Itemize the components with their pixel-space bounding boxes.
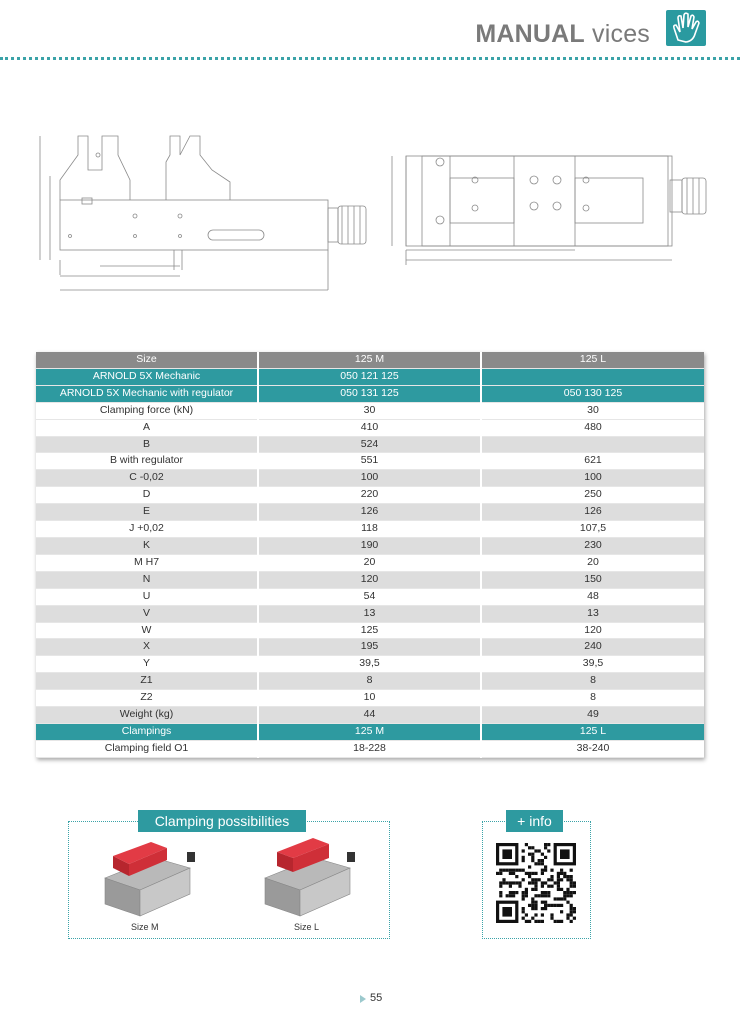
value-125l-cell: 39,5 (481, 656, 704, 673)
value-125l-cell (481, 436, 704, 453)
value-125m-cell: 118 (258, 521, 481, 538)
value-125m-cell: 100 (258, 470, 481, 487)
info-title: + info (506, 810, 563, 832)
size-l-label: Size L (294, 922, 320, 932)
row-label-cell: M H7 (36, 554, 258, 571)
value-125m-cell: 10 (258, 690, 481, 707)
value-125l-cell: 8 (481, 690, 704, 707)
value-125m-cell: 125 (258, 622, 481, 639)
value-125l-cell: 13 (481, 605, 704, 622)
technical-drawing (30, 100, 710, 300)
page-title (475, 20, 650, 49)
row-label-cell: B with regulator (36, 453, 258, 470)
table-row (36, 487, 704, 504)
table-row (36, 690, 704, 707)
table-row (36, 504, 704, 521)
table-row (36, 707, 704, 724)
value-125m-cell: 30 (258, 402, 481, 419)
value-125l-cell: 120 (481, 622, 704, 639)
value-125l-cell: 125 L (481, 723, 704, 740)
table-row (36, 740, 704, 757)
value-125m-cell: 18-228 (258, 740, 481, 757)
value-125l-cell: 100 (481, 470, 704, 487)
row-label-cell: N (36, 571, 258, 588)
value-125m-cell: 13 (258, 605, 481, 622)
row-label-cell: ARNOLD 5X Mechanic (36, 368, 258, 385)
header-divider (0, 57, 740, 60)
row-label-cell: B (36, 436, 258, 453)
value-125m-cell: 220 (258, 487, 481, 504)
value-125l-cell: 38-240 (481, 740, 704, 757)
row-label-cell: Clampings (36, 723, 258, 740)
value-125m-cell: 8 (258, 673, 481, 690)
table-row (36, 368, 704, 385)
value-125l-cell: 107,5 (481, 521, 704, 538)
row-label-cell: Y (36, 656, 258, 673)
row-label-cell: E (36, 504, 258, 521)
value-125m-cell: 44 (258, 707, 481, 724)
table-row (36, 639, 704, 656)
table-row (36, 571, 704, 588)
row-label-cell: U (36, 588, 258, 605)
row-label-cell: Z2 (36, 690, 258, 707)
table-header-row (36, 352, 704, 368)
row-label-cell: D (36, 487, 258, 504)
row-label-cell: ARNOLD 5X Mechanic with regulator (36, 385, 258, 402)
header-cell-125l: 125 L (481, 352, 704, 368)
value-125m-cell: 54 (258, 588, 481, 605)
value-125m-cell: 551 (258, 453, 481, 470)
value-125m-cell: 120 (258, 571, 481, 588)
table-row (36, 554, 704, 571)
size-m-label: Size M (131, 922, 159, 932)
value-125l-cell: 621 (481, 453, 704, 470)
page-number: 55 (370, 992, 383, 1004)
value-125l-cell: 150 (481, 571, 704, 588)
value-125m-cell: 125 M (258, 723, 481, 740)
row-label-cell: K (36, 537, 258, 554)
table-row (36, 419, 704, 436)
vise-size-l-image (255, 838, 375, 923)
row-label-cell: Weight (kg) (36, 707, 258, 724)
vise-size-m-image (95, 838, 215, 923)
value-125m-cell: 195 (258, 639, 481, 656)
value-125l-cell: 480 (481, 419, 704, 436)
row-label-cell: Clamping force (kN) (36, 402, 258, 419)
row-label-cell: W (36, 622, 258, 639)
title-light: vices (584, 20, 650, 48)
specifications-table (36, 352, 704, 758)
value-125l-cell: 49 (481, 707, 704, 724)
table-row (36, 656, 704, 673)
table-row (36, 453, 704, 470)
row-label-cell: Z1 (36, 673, 258, 690)
hand-icon (666, 10, 706, 46)
row-label-cell: V (36, 605, 258, 622)
table-row (36, 402, 704, 419)
table-row (36, 622, 704, 639)
clamping-possibilities-title: Clamping possibilities (138, 810, 306, 832)
row-label-cell: J +0,02 (36, 521, 258, 538)
page-arrow-icon (360, 995, 366, 1003)
value-125m-cell: 190 (258, 537, 481, 554)
table-row (36, 436, 704, 453)
row-label-cell: Clamping field O1 (36, 740, 258, 757)
value-125l-cell: 230 (481, 537, 704, 554)
table-row (36, 385, 704, 402)
value-125m-cell: 39,5 (258, 656, 481, 673)
value-125l-cell: 126 (481, 504, 704, 521)
value-125l-cell: 48 (481, 588, 704, 605)
value-125l-cell: 250 (481, 487, 704, 504)
value-125m-cell: 050 121 125 (258, 368, 481, 385)
table-row (36, 723, 704, 740)
row-label-cell: A (36, 419, 258, 436)
value-125l-cell (481, 368, 704, 385)
value-125m-cell: 20 (258, 554, 481, 571)
qr-code[interactable] (496, 843, 576, 923)
table-row (36, 537, 704, 554)
value-125l-cell: 30 (481, 402, 704, 419)
value-125l-cell: 050 130 125 (481, 385, 704, 402)
value-125l-cell: 20 (481, 554, 704, 571)
value-125m-cell: 126 (258, 504, 481, 521)
title-bold: MANUAL (475, 20, 585, 48)
value-125m-cell: 524 (258, 436, 481, 453)
table-row (36, 470, 704, 487)
row-label-cell: X (36, 639, 258, 656)
table-row (36, 673, 704, 690)
value-125l-cell: 240 (481, 639, 704, 656)
table-row (36, 588, 704, 605)
header-cell-125m: 125 M (258, 352, 481, 368)
header-cell-size: Size (36, 352, 258, 368)
value-125m-cell: 410 (258, 419, 481, 436)
value-125m-cell: 050 131 125 (258, 385, 481, 402)
table-row (36, 605, 704, 622)
value-125l-cell: 8 (481, 673, 704, 690)
row-label-cell: C -0,02 (36, 470, 258, 487)
table-row (36, 521, 704, 538)
